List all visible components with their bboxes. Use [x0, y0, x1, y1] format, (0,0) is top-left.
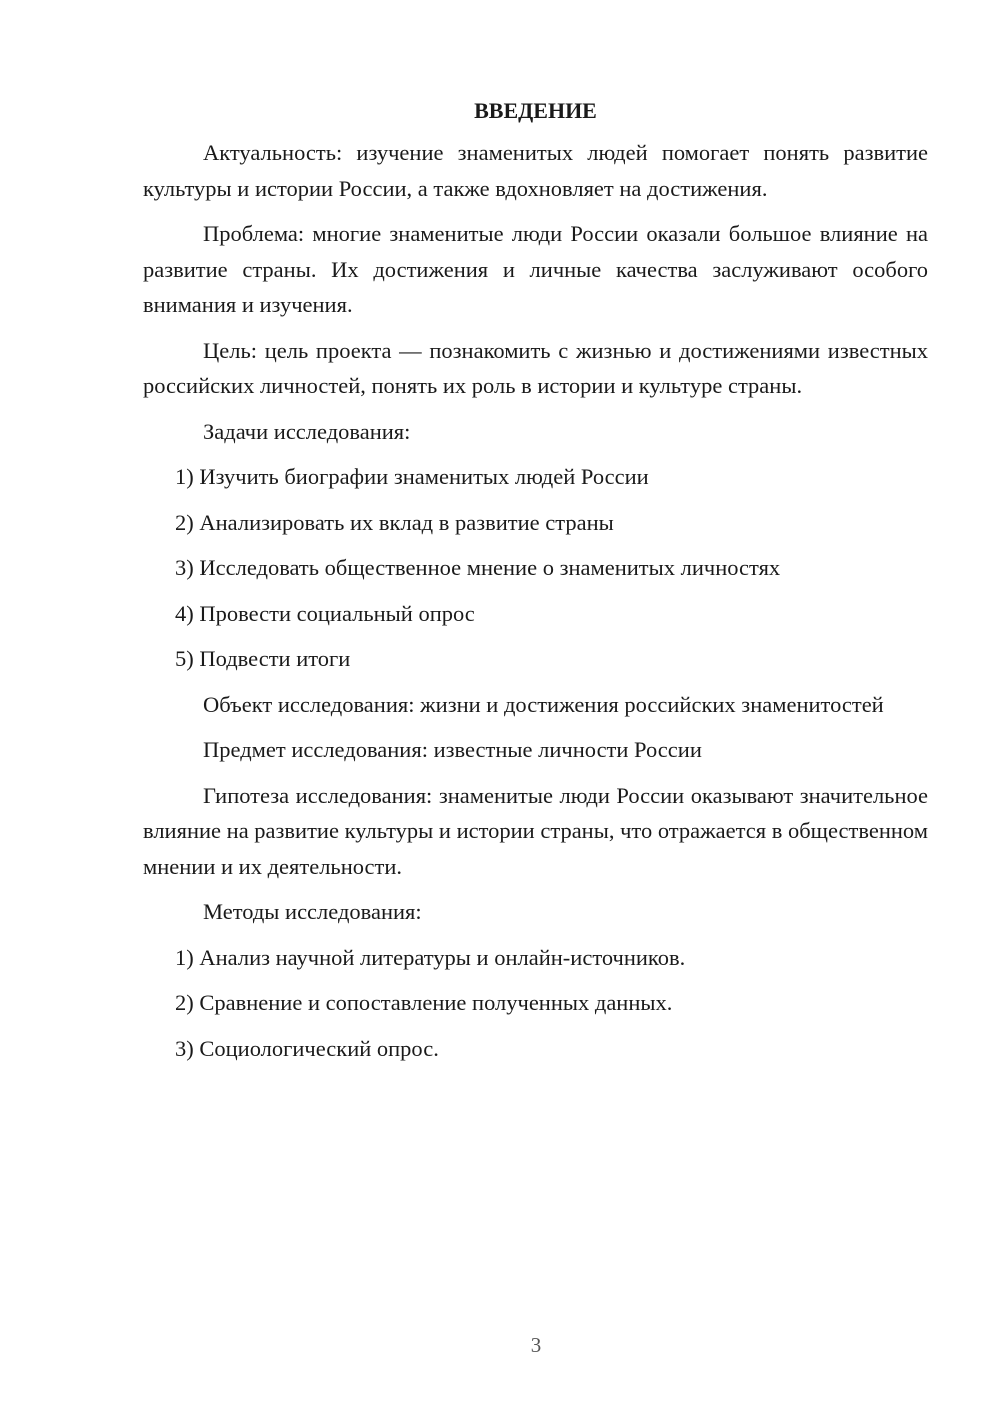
- problem-paragraph: Проблема: многие знаменитые люди России оказали большое влияние на развитие страны. Их достижения и личные качества заслуживают особого внимания и изучения.: [143, 221, 928, 317]
- task-item: 2) Анализировать их вклад в развитие страны: [175, 509, 614, 535]
- object-paragraph: Объект исследования: жизни и достижения российских знаменитостей: [203, 691, 884, 717]
- tasks-list: [143, 459, 928, 677]
- task-item: 1) Изучить биографии знаменитых людей России: [175, 464, 649, 489]
- methods-list: [143, 940, 928, 1067]
- method-item: 3) Социологический опрос.: [175, 1035, 439, 1061]
- method-item: 1) Анализ научной литературы и онлайн-источников.: [175, 944, 686, 970]
- tasks-label: Задачи исследования:: [203, 418, 411, 444]
- page-content: [143, 96, 928, 1076]
- task-item: 4) Провести социальный опрос: [175, 600, 475, 626]
- section-heading: ВВЕДЕНИЕ: [474, 98, 597, 123]
- method-item: 2) Сравнение и сопоставление полученных данных.: [175, 990, 673, 1015]
- task-item: 5) Подвести итоги: [175, 646, 351, 671]
- subject-paragraph: Предмет исследования: известные личности России: [203, 737, 702, 762]
- relevance-paragraph: Актуальность: изучение знаменитых людей помогает понять развитие культуры и истории России, а также вдохновляет на достижения.: [143, 140, 928, 201]
- hypothesis-paragraph: Гипотеза исследования: знаменитые люди России оказывают значительное влияние на развитие культуры и истории страны, что отражается в общественном мнении и их деятельности.: [143, 782, 928, 879]
- methods-label: Методы исследования:: [203, 899, 422, 924]
- task-item: 3) Исследовать общественное мнение о знаменитых личностях: [175, 555, 781, 580]
- page-number: 3: [530, 1333, 542, 1357]
- goal-paragraph: Цель: цель проекта — познакомить с жизнью и достижениями известных российских личностей, понять их роль в истории и культуре страны.: [143, 337, 928, 398]
